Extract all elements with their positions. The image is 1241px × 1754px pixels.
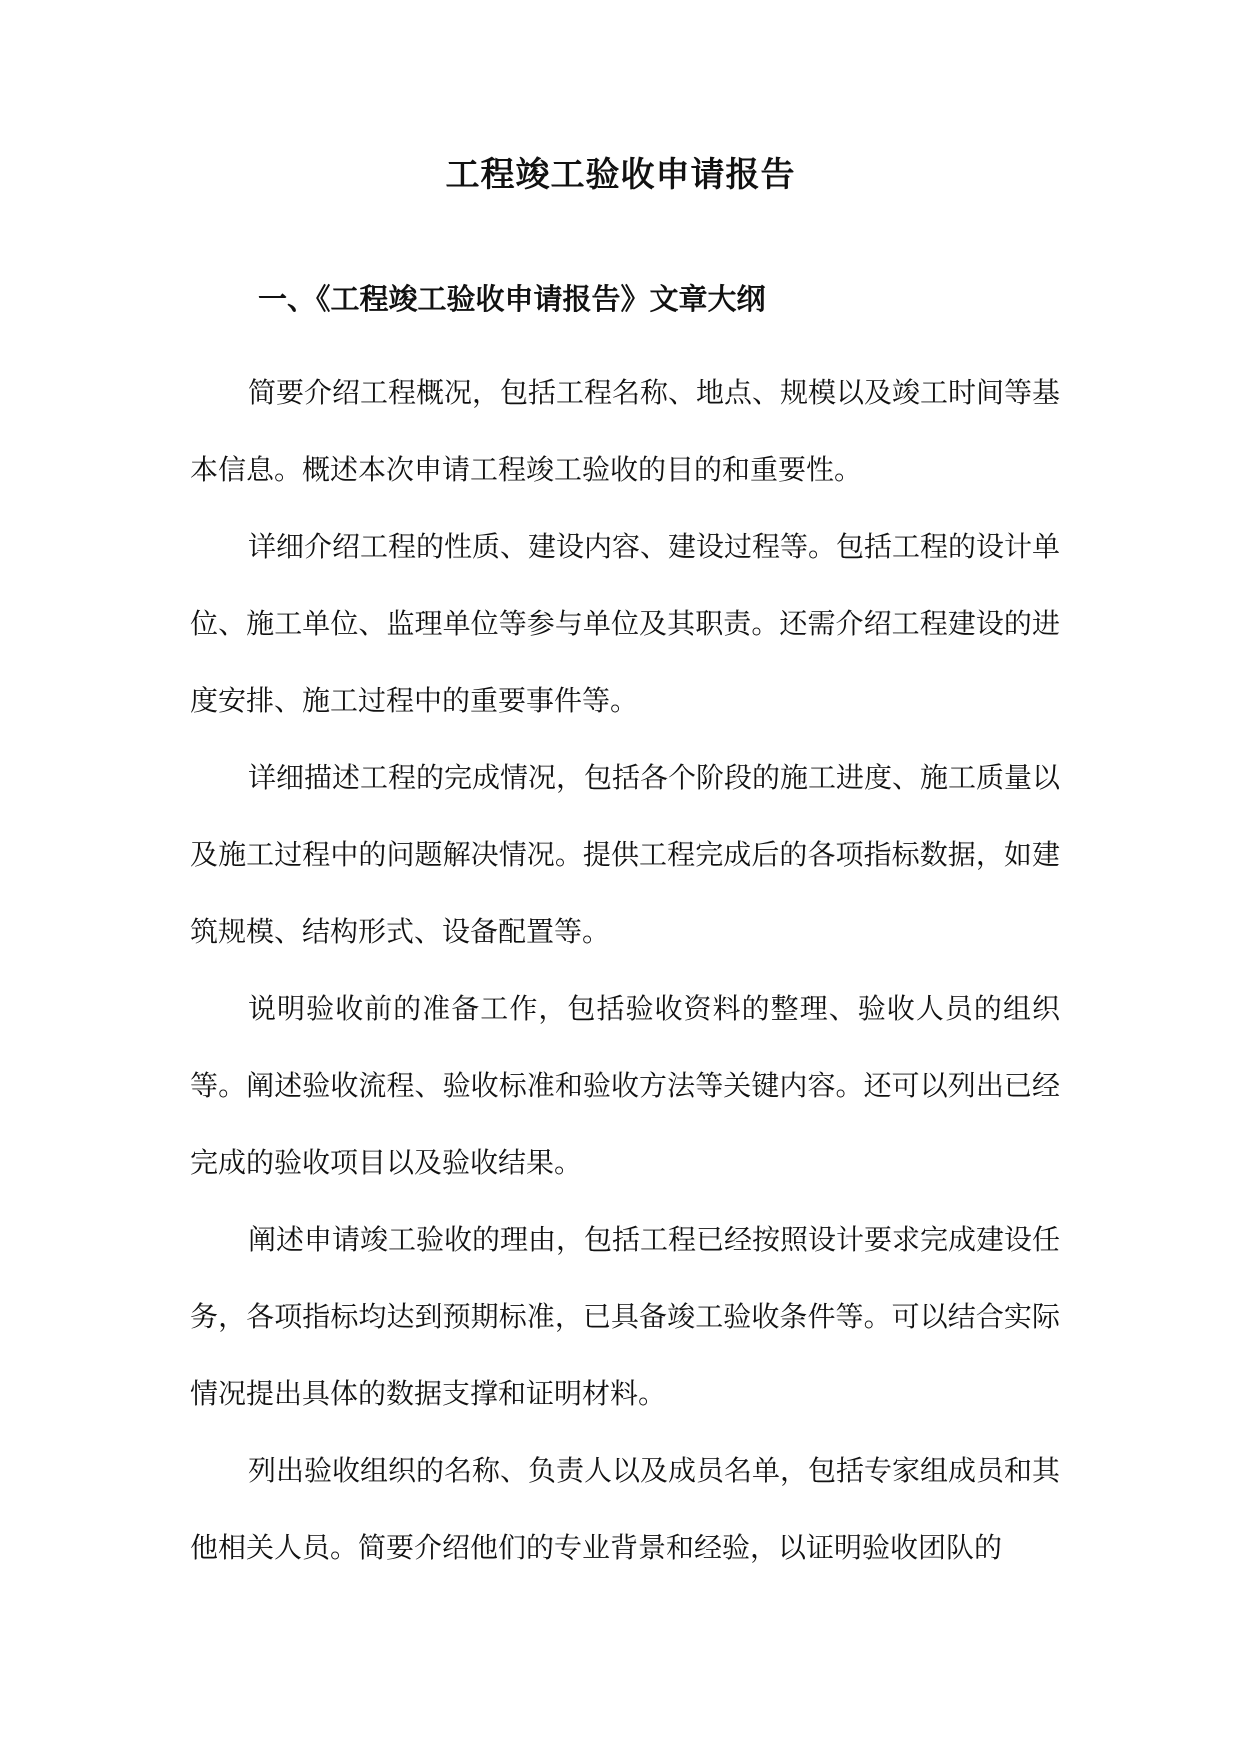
paragraph-completion-status: 详细描述工程的完成情况，包括各个阶段的施工进度、施工质量以及施工过程中的问题解决情况。提供工程完成后的各项指标数据，如建筑规模、结构形式、设备配置等。 xyxy=(190,761,1061,948)
section-heading: 一、《工程竣工验收申请报告》文章大纲 xyxy=(258,282,766,316)
paragraph-acceptance-team: 列出验收组织的名称、负责人以及成员名单，包括专家组成员和其他相关人员。简要介绍他们的专业背景和经验，以证明验收团队的 xyxy=(190,1454,1061,1564)
paragraph-project-overview: 简要介绍工程概况，包括工程名称、地点、规模以及竣工时间等基本信息。概述本次申请工程竣工验收的目的和重要性。 xyxy=(190,376,1061,486)
document-title: 工程竣工验收申请报告 xyxy=(445,155,796,195)
paragraph-application-reasons: 阐述申请竣工验收的理由，包括工程已经按照设计要求完成建设任务，各项指标均达到预期标准，已具备竣工验收条件等。可以结合实际情况提出具体的数据支撑和证明材料。 xyxy=(190,1223,1061,1410)
paragraph-acceptance-preparation: 说明验收前的准备工作，包括验收资料的整理、验收人员的组织等。阐述验收流程、验收标准和验收方法等关键内容。还可以列出已经完成的验收项目以及验收结果。 xyxy=(190,992,1060,1179)
paragraph-project-details: 详细介绍工程的性质、建设内容、建设过程等。包括工程的设计单位、施工单位、监理单位等参与单位及其职责。还需介绍工程建设的进度安排、施工过程中的重要事件等。 xyxy=(190,530,1061,717)
